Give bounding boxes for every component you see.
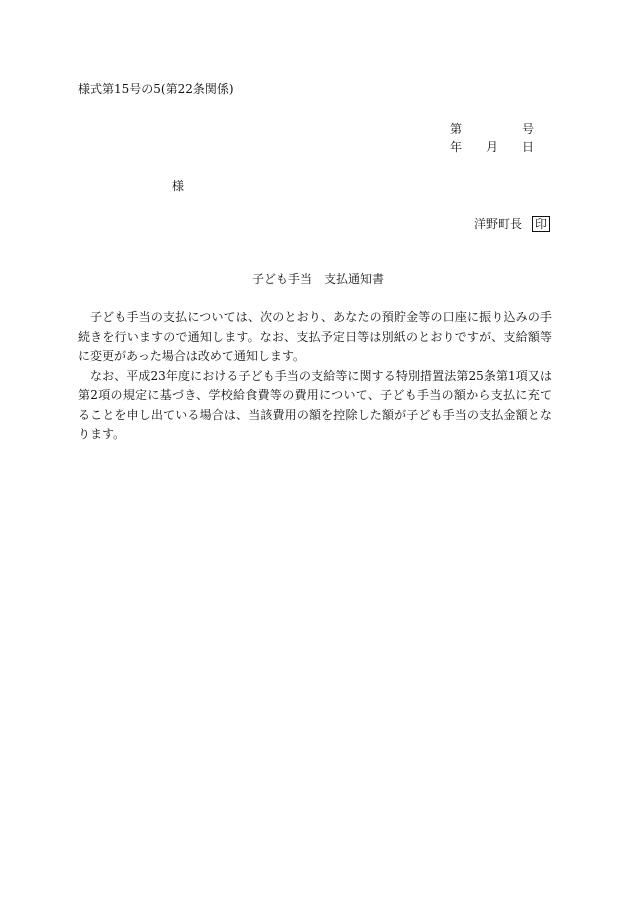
seal-mark: 印 (532, 216, 550, 232)
body-paragraph: 子ども手当の支払については、次のとおり、あなたの預貯金等の口座に振り込みの手続きを行いますので通知します。なお、支払予定日等は別紙のとおりですが、支給額等に変更があった場合は改めて通知します。 (78, 310, 552, 363)
document-title: 子ども手当 支払通知書 (252, 272, 385, 286)
issuer-name: 洋野町長 (474, 216, 523, 231)
date-month-label: 月 (486, 140, 499, 154)
issue-number-prefix: 第 (450, 122, 463, 136)
document-body (78, 308, 552, 445)
body-paragraph: なお、平成23年度における子ども手当の支給等に関する特別措置法第25条第1項又は第2項の規定に基づき、学校給食費等の費用について、子ども手当の額から支払に充てることを申し出ている場合は、当該費用の額を控除した額が子ども手当の支払金額となります。 (78, 368, 552, 441)
date-day-label: 日 (522, 140, 535, 154)
recipient-honorific: 様 (172, 179, 185, 193)
date-year-label: 年 (450, 140, 463, 154)
form-number: 様式第15号の5(第22条関係) (78, 82, 234, 96)
issuer-block (474, 216, 550, 232)
issue-number-suffix: 号 (522, 122, 535, 136)
